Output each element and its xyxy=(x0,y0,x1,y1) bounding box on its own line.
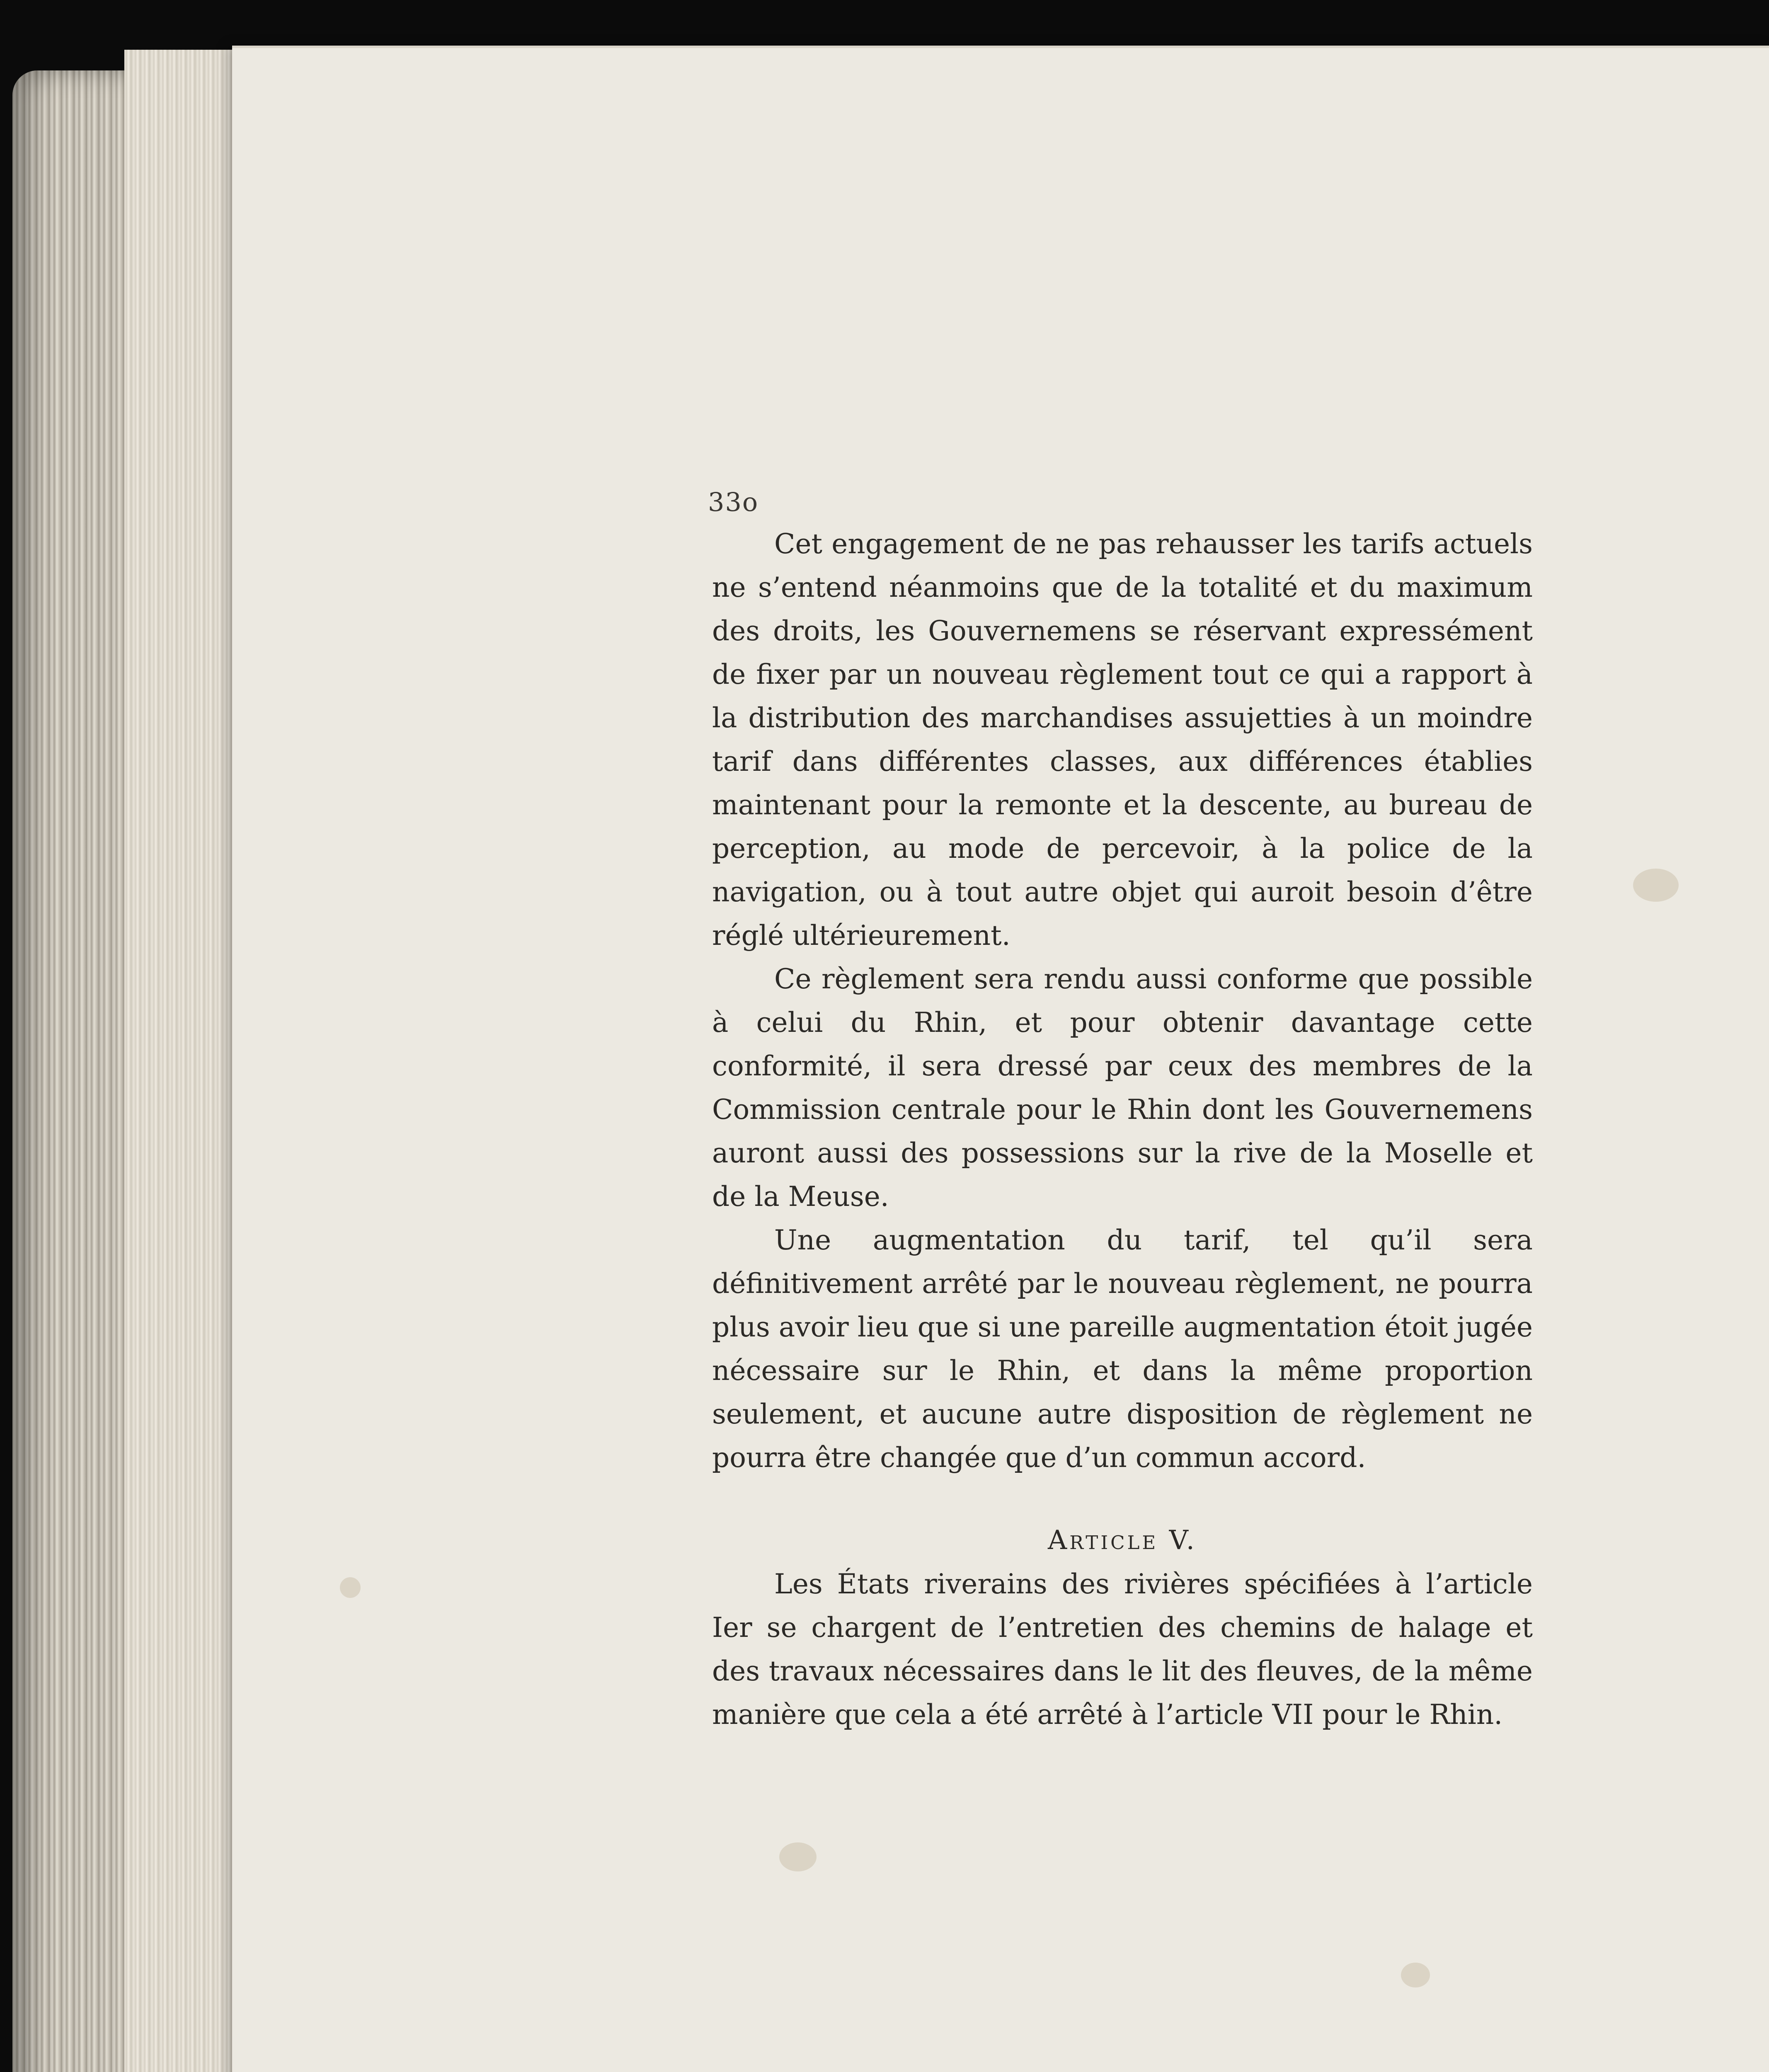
foxing-spot xyxy=(1633,869,1679,902)
foxing-spot xyxy=(1401,1963,1430,1987)
page-number: 33o xyxy=(708,487,759,517)
paragraph-1: Cet engagement de ne pas rehausser les tarifs actuels ne s’entend néanmoins que de la totalité et du maximum des droits, les Gouvernemens se réservant expressément de fixer par un nouveau règlement tout ce qui a rapport à la distribution des marchandises assujetties à un moindre tarif dans différentes classes, aux différences établies maintenant pour la remonte et la descente, au bureau de perception, au mode de percevoir, à la police de la navigation, ou à tout autre objet qui auroit besoin d’être réglé ultérieurement. xyxy=(712,528,1533,951)
foxing-spot xyxy=(340,1577,361,1598)
paragraph-3: Une augmentation du tarif, tel qu’il sera définitivement arrêté par le nouveau règlement, ne pourra plus avoir lieu que si une pareille augmentation étoit jugée nécessaire sur le Rhin, et dans la même proportion seulement, et aucune autre disposition de règlement ne pourra être changée que d’un commun accord. xyxy=(712,1224,1533,1474)
foxing-spot xyxy=(779,1842,817,1871)
body-text xyxy=(712,522,1533,1736)
article-paragraph: Les États riverains des rivières spécifiées à l’article Ier se chargent de l’entretien des chemins de halage et des travaux nécessaires dans le lit des fleuves, de la même manière que cela a été arrêté à l’article VII pour le Rhin. xyxy=(712,1568,1533,1731)
article-heading: Article V. xyxy=(1048,1525,1197,1556)
paragraph-2: Ce règlement sera rendu aussi conforme que possible à celui du Rhin, et pour obtenir davantage cette conformité, il sera dressé par ceux des membres de la Commission centrale pour le Rhin dont les Gouvernemens auront aussi des possessions sur la rive de la Moselle et de la Meuse. xyxy=(712,963,1533,1213)
